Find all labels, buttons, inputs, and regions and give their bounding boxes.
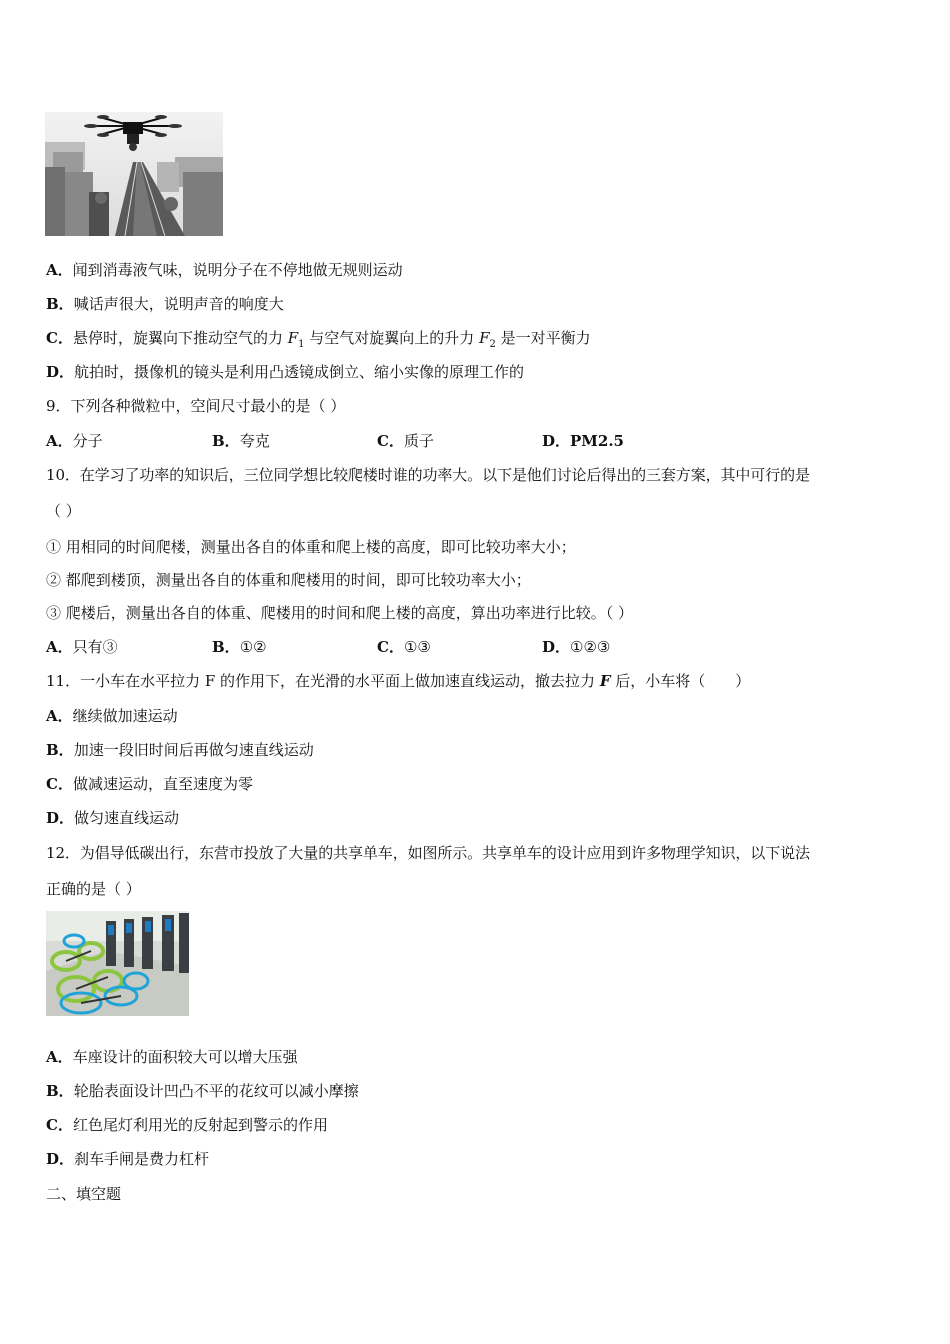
option-letter: D．: [542, 432, 571, 450]
option-text-part2: 与空气对旋翼向上的升力: [304, 329, 480, 347]
option-letter: D．: [542, 638, 571, 656]
option-letter: A．: [46, 638, 73, 656]
option-letter: D．: [46, 1150, 75, 1168]
q12-option-a: [46, 1047, 298, 1067]
shared-bikes-photo: [46, 911, 189, 1016]
option-text: 加速一段旧时间后再做匀速直线运动: [73, 741, 314, 759]
option-text: 喊话声很大，说明声音的响度大: [73, 295, 284, 313]
q10-option-a: [46, 637, 118, 657]
q10-options: [46, 637, 906, 657]
q10-option-b: [212, 637, 267, 657]
q11-stem: [46, 671, 750, 691]
q11-stem-part1: 11．一小车在水平拉力 F 的作用下，在光滑的水平面上做加速直线运动，撤去拉力: [46, 672, 600, 690]
option-letter: D．: [46, 363, 75, 381]
option-text: 闻到消毒液气味，说明分子在不停地做无规则运动: [72, 261, 403, 279]
option-letter: A．: [46, 261, 73, 279]
section-title: 二、填空题: [46, 1185, 122, 1203]
q11-option-b: [46, 740, 314, 760]
option-text: 轮胎表面设计凹凸不平的花纹可以减小摩擦: [73, 1082, 359, 1100]
option-letter: A．: [46, 432, 73, 450]
option-text: 车座设计的面积较大可以增大压强: [72, 1048, 298, 1066]
q10-stem-line1: 10．在学习了功率的知识后，三位同学想比较爬楼时谁的功率大。以下是他们讨论后得出的三套方案，其中可行的是: [46, 466, 810, 484]
option-letter: B．: [212, 638, 240, 656]
force-symbol-f: F: [599, 672, 611, 690]
option-letter: A．: [46, 1048, 73, 1066]
q9-stem: 9．下列各种微粒中，空间尺寸最小的是（ ）: [46, 397, 346, 415]
q11-stem-part2: 后，小车将（ ）: [610, 672, 751, 690]
q10-stem-line2: （ ）: [46, 502, 81, 520]
subscript-2: 2: [489, 339, 496, 350]
option-text: 质子: [403, 432, 434, 450]
q8-option-a: [46, 260, 403, 280]
q9-option-c: [377, 431, 434, 451]
option-letter: D．: [46, 809, 75, 827]
option-letter: C．: [46, 1116, 73, 1134]
option-text: ①②: [239, 638, 267, 656]
q8-option-d: [46, 362, 524, 382]
subscript-1: 1: [298, 339, 305, 350]
q10-plan-3: ③ 爬楼后，测量出各自的体重、爬楼用的时间和爬上楼的高度，算出功率进行比较。（ ）: [46, 604, 634, 622]
option-text: 夸克: [239, 432, 270, 450]
q9-option-b: [212, 431, 270, 451]
q12-option-b: [46, 1081, 359, 1101]
option-text: 航拍时，摄像机的镜头是利用凸透镜成倒立、缩小实像的原理工作的: [74, 363, 525, 381]
q12-option-c: [46, 1115, 328, 1135]
q10-plan-1: ① 用相同的时间爬楼，测量出各自的体重和爬上楼的高度，即可比较功率大小；: [46, 538, 576, 556]
option-letter: B．: [46, 1082, 74, 1100]
q9-options: [46, 431, 906, 451]
option-text: 分子: [72, 432, 103, 450]
option-text: 只有③: [72, 638, 118, 656]
q10-option-c: [377, 637, 431, 657]
force-symbol-f2: F: [479, 329, 490, 347]
force-symbol-f1: F: [287, 329, 299, 347]
q8-option-b: [46, 294, 284, 314]
q8-option-c: [46, 328, 591, 355]
option-letter: C．: [377, 432, 404, 450]
option-text: 做减速运动，直至速度为零: [72, 775, 253, 793]
option-letter: B．: [46, 741, 74, 759]
q11-option-a: [46, 706, 178, 726]
option-text: 红色尾灯利用光的反射起到警示的作用: [72, 1116, 328, 1134]
option-letter: B．: [46, 295, 74, 313]
option-text: 做匀速直线运动: [74, 809, 180, 827]
drone-photo: [45, 112, 223, 236]
q12-option-d: [46, 1149, 209, 1169]
option-letter: A．: [46, 707, 73, 725]
q12-stem-line2: 正确的是（ ）: [46, 880, 141, 898]
q10-plan-2: ② 都爬到楼顶，测量出各自的体重和爬楼用的时间，即可比较功率大小；: [46, 571, 531, 589]
q11-option-c: [46, 774, 253, 794]
q10-option-d: [542, 637, 610, 657]
option-letter: C．: [46, 329, 73, 347]
option-text: 继续做加速运动: [72, 707, 178, 725]
q9-option-d: [542, 431, 624, 451]
option-text: 刹车手闸是费力杠杆: [74, 1150, 210, 1168]
option-text: PM2.5: [570, 432, 624, 450]
option-text: ①②③: [570, 638, 611, 656]
option-text: ①③: [403, 638, 431, 656]
q11-option-d: [46, 808, 179, 828]
q12-stem-line1: 12．为倡导低碳出行，东营市投放了大量的共享单车，如图所示。共享单车的设计应用到许多物理学知识，以下说法: [46, 844, 810, 862]
option-letter: C．: [377, 638, 404, 656]
option-letter: C．: [46, 775, 73, 793]
option-text-part1: 悬停时，旋翼向下推动空气的力: [72, 329, 288, 347]
option-letter: B．: [212, 432, 240, 450]
q9-option-a: [46, 431, 103, 451]
option-text-part3: 是一对平衡力: [495, 329, 591, 347]
